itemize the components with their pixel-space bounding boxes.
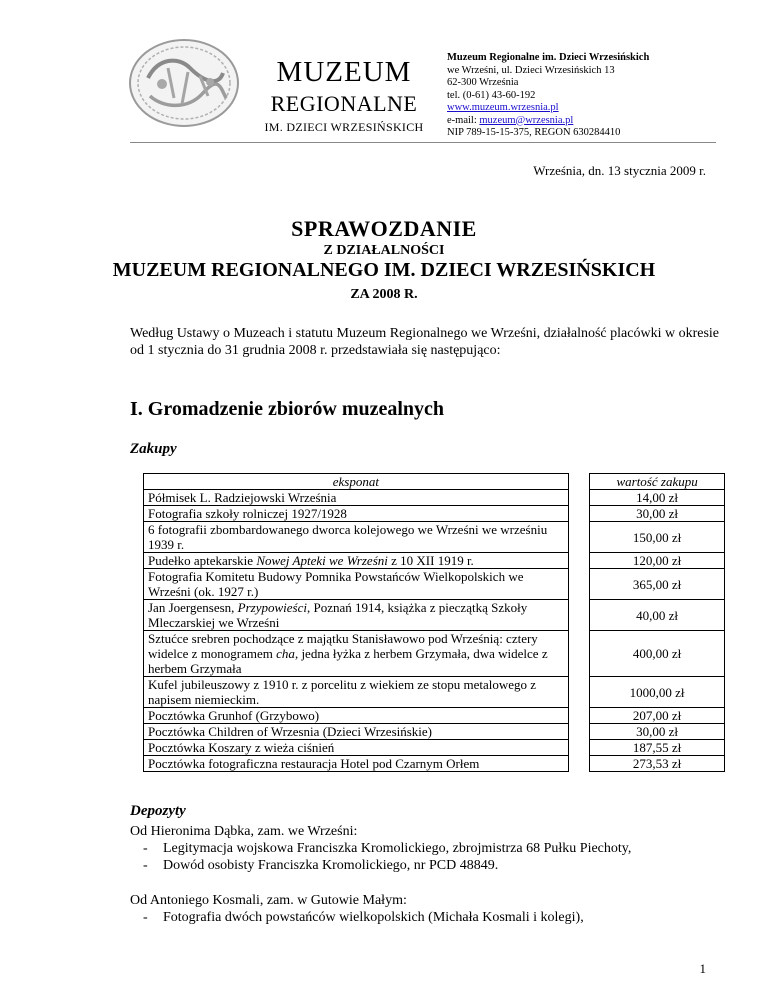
purchase-value-cell: 30,00 zł: [590, 724, 725, 740]
table-row: [144, 708, 725, 724]
logo-line-muzeum: MUZEUM: [276, 56, 412, 88]
exhibit-text: , Poznań 1914, książka z pieczątką Szkoły Mleczarskiej we Wrześni: [148, 600, 528, 630]
exhibit-text: Pocztówka Children of Wrzesnia (Dzieci Wrzesińskie): [148, 724, 433, 739]
exhibit-cell: [144, 553, 569, 569]
table-row: [144, 631, 725, 677]
exhibit-cell: [144, 569, 569, 600]
deposits-heading: Depozyty: [130, 803, 186, 819]
exhibit-cell: [144, 522, 569, 553]
exhibit-title-italic: Nowej Apteki we Wrześni: [256, 553, 388, 568]
exhibit-text: z 10 XII 1919 r.: [387, 553, 474, 568]
exhibit-text: , jedna łyżka z herbem Grzymała, dwa widelce z herbem Grzymała: [148, 646, 548, 676]
exhibit-text: Półmisek L. Radziejowski Września: [148, 490, 337, 505]
contact-tax-ids: NIP 789-15-15-375, REGON 630284410: [447, 127, 621, 138]
report-title: SPRAWOZDANIE: [291, 216, 477, 241]
purchase-value-cell: 150,00 zł: [590, 522, 725, 553]
page-number: 1: [699, 961, 706, 976]
table-row: [144, 569, 725, 600]
logo-line-subtitle: IM. DZIECI WRZESIŃSKICH: [264, 120, 424, 134]
intro-paragraph: Według Ustawy o Muzeach i statutu Muzeum Regionalnego we Wrześni, działalność placówki w okresie od 1 stycznia do 31 grudnia 2008 r. przedstawiała się następująco:: [130, 326, 719, 358]
exhibit-text: Jan Joergensesn,: [148, 600, 238, 615]
purchase-value-cell: 1000,00 zł: [590, 677, 725, 708]
contact-phone: tel. (0-61) 43-60-192: [447, 89, 536, 101]
header-divider: [130, 142, 716, 143]
purchase-value-cell: 365,00 zł: [590, 569, 725, 600]
deposit-donor: Od Hieronima Dąbka, zam. we Wrześni:: [130, 824, 358, 839]
exhibit-cell: [144, 740, 569, 756]
exhibit-cell: [144, 677, 569, 708]
table-header-row: [144, 474, 725, 490]
exhibit-cell: [144, 708, 569, 724]
table-row: [144, 677, 725, 708]
exhibit-cell: [144, 490, 569, 506]
exhibit-cell: [144, 631, 569, 677]
contact-museum-name: Muzeum Regionalne im. Dzieci Wrzesińskich: [447, 52, 650, 63]
table-row: [144, 490, 725, 506]
deposit-item: - Fotografia dwóch powstańców wielkopolskich (Michała Kosmali i kolegi),: [143, 909, 730, 926]
exhibit-text: Fotografia szkoły rolniczej 1927/1928: [148, 506, 347, 521]
exhibit-text: Pudełko aptekarskie: [148, 553, 257, 568]
contact-postcode: 62-300 Września: [447, 77, 519, 88]
table-row: [144, 740, 725, 756]
table-row: [144, 506, 725, 522]
table-row: [144, 756, 725, 772]
exhibit-text: Pocztówka fotograficzna restauracja Hotel pod Czarnym Orłem: [148, 756, 480, 771]
exhibit-cell: [144, 506, 569, 522]
report-subtitle: Z DZIAŁALNOŚCI: [323, 243, 445, 258]
table-row: [144, 553, 725, 569]
deposit-donor: Od Antoniego Kosmali, zam. w Gutowie Małym:: [130, 893, 407, 908]
email-label: e-mail:: [447, 114, 480, 126]
purchase-value-cell: 207,00 zł: [590, 708, 725, 724]
exhibit-cell: [144, 600, 569, 631]
website-link[interactable]: www.muzeum.wrzesnia.pl: [447, 102, 559, 113]
exhibit-cell: [144, 756, 569, 772]
section-heading: I. Gromadzenie zbiorów muzealnych: [130, 398, 445, 420]
deposit-group: [130, 823, 730, 874]
purchases-table: [143, 473, 725, 772]
purchase-value-cell: 273,53 zł: [590, 756, 725, 772]
exhibit-text: Pocztówka Grunhof (Grzybowo): [148, 708, 320, 723]
contact-block: [447, 52, 649, 140]
deposit-item: - Legitymacja wojskowa Franciszka Kromolickiego, zbrojmistrza 68 Pułku Piechoty,: [143, 840, 730, 857]
purchase-value-cell: 120,00 zł: [590, 553, 725, 569]
exhibit-text: Kufel jubileuszowy z 1910 r. z porcelitu z wiekiem ze stopu metalowego z napisem niemieckim.: [148, 677, 537, 707]
purchase-value-cell: 40,00 zł: [590, 600, 725, 631]
exhibit-cell: [144, 724, 569, 740]
purchase-value-cell: 400,00 zł: [590, 631, 725, 677]
deposit-group: [130, 892, 730, 926]
museum-logo-text: [244, 55, 444, 135]
logo-line-regionalne: REGIONALNE: [270, 91, 418, 116]
column-header-item: eksponat: [144, 474, 569, 490]
exhibit-title-italic: cha: [276, 646, 295, 661]
exhibit-text: Fotografia Komitetu Budowy Pomnika Powstańców Wielkopolskich we Wrześni (ok. 1927 r.): [148, 569, 524, 599]
purchase-value-cell: 14,00 zł: [590, 490, 725, 506]
table-row: [144, 522, 725, 553]
exhibit-title-italic: Przypowieści: [237, 600, 307, 615]
date-line: Września, dn. 13 stycznia 2009 r.: [533, 163, 706, 178]
deposit-item: - Dowód osobisty Franciszka Kromolickiego, nr PCD 48849.: [143, 857, 730, 874]
report-year: ZA 2008 R.: [350, 287, 418, 302]
purchase-value-cell: 187,55 zł: [590, 740, 725, 756]
table-row: [144, 600, 725, 631]
purchase-value-cell: 30,00 zł: [590, 506, 725, 522]
column-header-value: wartość zakupu: [590, 474, 725, 490]
contact-address: we Wrześni, ul. Dzieci Wrzesińskich 13: [447, 64, 615, 76]
table-row: [144, 724, 725, 740]
museum-seal-logo: [128, 38, 240, 128]
purchases-heading: Zakupy: [130, 441, 177, 457]
museum-name-title: MUZEUM REGIONALNEGO IM. DZIECI WRZESIŃSKICH: [112, 259, 656, 281]
exhibit-text: Sztućce srebren pochodzące z majątku Stanisławowo pod Wrześnią: cztery widelce z monogramem: [148, 631, 538, 661]
email-link[interactable]: muzeum@wrzesnia.pl: [479, 114, 574, 126]
exhibit-text: 6 fotografii zbombardowanego dworca kolejowego we Wrześni we wrześniu 1939 r.: [148, 522, 548, 552]
exhibit-text: Pocztówka Koszary z wieża ciśnień: [148, 740, 335, 755]
